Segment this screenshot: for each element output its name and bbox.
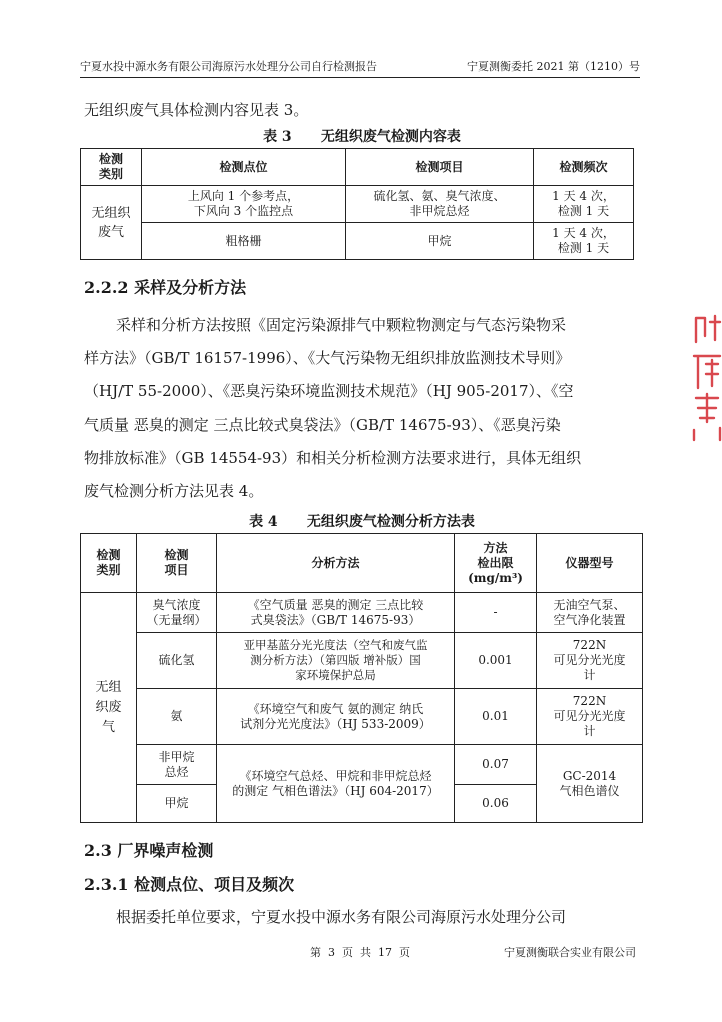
table4-header-category: 检测 类别 — [81, 534, 137, 593]
table4-method-cell: 《环境空气和废气 氨的测定 纳氏 试剂分光光度法》（HJ 533-2009） — [217, 689, 455, 745]
table-row — [81, 593, 643, 633]
table3-frequency-cell: 1 天 4 次， 检测 1 天 — [534, 186, 634, 223]
table4-method-cell: 《空气质量 恶臭的测定 三点比较 式臭袋法》（GB/T 14675-93） — [217, 593, 455, 633]
table4-method-cell: 《环境空气总烃、甲烷和非甲烷总烃 的测定 气相色谱法》（HJ 604-2017） — [217, 745, 455, 823]
table4-instrument-cell: 无油空气泵、 空气净化装置 — [537, 593, 643, 633]
table4-limit-cell: 0.06 — [455, 785, 537, 823]
table3-frequency-cell: 1 天 4 次， 检测 1 天 — [534, 223, 634, 260]
body-line: 废气检测分析方法见表 4。 — [84, 482, 264, 500]
table-row — [81, 689, 643, 745]
body-line: （HJ/T 55-2000）、《恶臭污染环境监测技术规范》（HJ 905-2017）、《空 — [84, 382, 574, 400]
table4-caption: 表 4 无组织废气检测分析方法表 — [249, 514, 475, 530]
section-2-2-2-title: 2.2.2 采样及分析方法 — [84, 278, 247, 297]
table-row — [81, 223, 634, 260]
seal-stroke — [694, 356, 720, 388]
table4-category-cell: 无组 织废 气 — [81, 593, 137, 823]
body-line: 样方法》（GB/T 16157-1996）、《大气污染物无组织排放监测技术导则》 — [84, 349, 571, 367]
table4-instrument-cell: 722N 可见分光光度 计 — [537, 689, 643, 745]
seal-stroke — [694, 428, 720, 440]
seal-stroke — [696, 394, 718, 422]
table-row — [81, 186, 634, 223]
section-2-3-title: 2.3 厂界噪声检测 — [84, 841, 214, 860]
table3-item-cell: 硫化氢、氨、臭气浓度、 非甲烷总烃 — [346, 186, 534, 223]
table4-item-cell: 甲烷 — [137, 785, 217, 823]
table3-header-frequency: 检测频次 — [534, 149, 634, 186]
table3-point-cell: 粗格栅 — [142, 223, 346, 260]
table4-item-cell: 硫化氢 — [137, 633, 217, 689]
table3-header-item: 检测项目 — [346, 149, 534, 186]
table4-limit-cell: - — [455, 593, 537, 633]
table3-category-cell: 无组织 废气 — [81, 186, 142, 260]
table4-instrument-cell: 722N 可见分光光度 计 — [537, 633, 643, 689]
page-footer — [80, 946, 640, 960]
table3 — [80, 148, 634, 260]
table-row — [81, 633, 643, 689]
table4-item-cell: 非甲烷 总烃 — [137, 745, 217, 785]
footer-page-number: 第 3 页 共 17 页 — [310, 946, 410, 959]
table3-point-cell: 上风向 1 个参考点， 下风向 3 个监控点 — [142, 186, 346, 223]
table3-item-cell: 甲烷 — [346, 223, 534, 260]
table4-item-cell: 氨 — [137, 689, 217, 745]
table4-limit-cell: 0.01 — [455, 689, 537, 745]
body-line: 物排放标准》（GB 14554-93）和相关分析检测方法要求进行，具体无组织 — [84, 449, 582, 467]
table4-method-cell: 亚甲基蓝分光光度法（空气和废气监 测分析方法）（第四版 增补版）国 家环境保护总局 — [217, 633, 455, 689]
table3-header-point: 检测点位 — [142, 149, 346, 186]
footer-company: 宁夏测衡联合实业有限公司 — [504, 946, 636, 959]
table-row — [81, 745, 643, 785]
table4-limit-cell: 0.07 — [455, 745, 537, 785]
body-line: 气质量 恶臭的测定 三点比较式臭袋法》（GB/T 14675-93）、《恶臭污染 — [84, 416, 561, 434]
table4-header-limit: 方法 检出限 (mg/m³) — [455, 534, 537, 593]
header-report-number: 宁夏测衡委托 2021 第（1210）号 — [467, 60, 640, 73]
table3-caption: 表 3 无组织废气检测内容表 — [263, 129, 461, 145]
table4-header-item: 检测 项目 — [137, 534, 217, 593]
body-line: 根据委托单位要求，宁夏水投中源水务有限公司海原污水处理分公司 — [116, 908, 567, 926]
table4-item-cell: 臭气浓度 （无量纲） — [137, 593, 217, 633]
table4-header-method: 分析方法 — [217, 534, 455, 593]
header-report-title: 宁夏水投中源水务有限公司海原污水处理分公司自行检测报告 — [80, 60, 377, 73]
body-line: 采样和分析方法按照《固定污染源排气中颗粒物测定与气态污染物采 — [116, 316, 567, 334]
table4-header-instrument: 仪器型号 — [537, 534, 643, 593]
section-2-3-1-title: 2.3.1 检测点位、项目及频次 — [84, 875, 295, 894]
intro-line: 无组织废气具体检测内容见表 3。 — [84, 101, 309, 119]
table3-header-category: 检测 类别 — [81, 149, 142, 186]
seal-stamp-fragment — [690, 312, 722, 442]
page-header — [80, 60, 640, 78]
table4 — [80, 533, 643, 823]
table4-instrument-cell: GC-2014 气相色谱仪 — [537, 745, 643, 823]
seal-stroke — [696, 318, 705, 342]
table4-limit-cell: 0.001 — [455, 633, 537, 689]
seal-stroke — [710, 316, 720, 340]
